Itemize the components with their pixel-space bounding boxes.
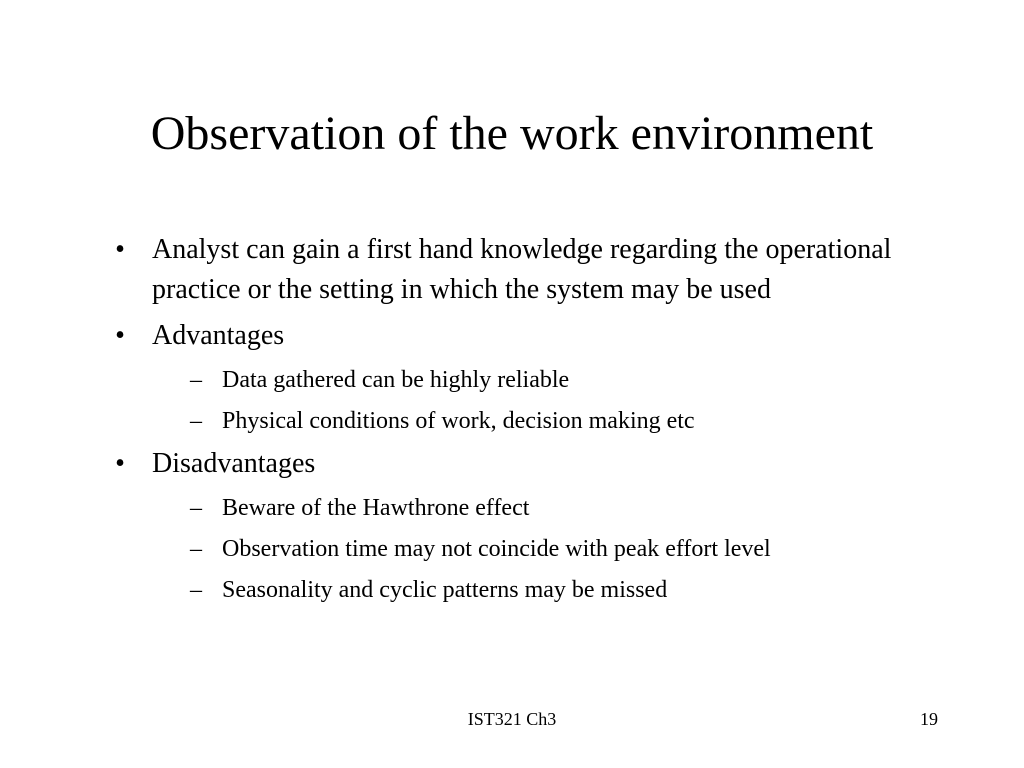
slide-title: Observation of the work environment [150, 107, 874, 160]
sub-bullet-marker: – [190, 367, 202, 393]
bullet-item [110, 316, 910, 356]
sub-bullet-item [110, 362, 910, 398]
bullet-marker: • [115, 234, 125, 265]
sub-bullet-marker: – [190, 577, 202, 603]
sub-bullet-text: Data gathered can be highly reliable [222, 367, 570, 393]
footer-course-label: IST321 Ch3 [467, 709, 557, 729]
bullet-marker: • [115, 320, 125, 351]
bullet-text: Analyst can gain a first hand knowledge regarding the operational practice or the setting in which the system may be used [152, 234, 892, 305]
sub-bullet-item [110, 531, 910, 567]
bullet-marker: • [115, 448, 125, 479]
sub-bullet-text: Observation time may not coincide with peak effort level [222, 536, 771, 562]
sub-bullet-list [110, 490, 910, 608]
sub-bullet-list [110, 362, 910, 439]
slide-body [110, 230, 910, 613]
sub-bullet-text: Physical conditions of work, decision making etc [222, 408, 695, 434]
bullet-text: Disadvantages [152, 448, 316, 479]
sub-bullet-marker: – [190, 536, 202, 562]
sub-bullet-marker: – [190, 408, 202, 434]
sub-bullet-marker: – [190, 495, 202, 521]
sub-bullet-item [110, 403, 910, 439]
footer-page-number: 19 [920, 709, 938, 729]
sub-bullet-item [110, 490, 910, 526]
bullet-text: Advantages [152, 320, 285, 351]
bullet-item [110, 444, 910, 484]
sub-bullet-item [110, 572, 910, 608]
sub-bullet-text: Seasonality and cyclic patterns may be missed [222, 577, 668, 603]
bullet-item [110, 230, 910, 310]
sub-bullet-text: Beware of the Hawthrone effect [222, 495, 530, 521]
